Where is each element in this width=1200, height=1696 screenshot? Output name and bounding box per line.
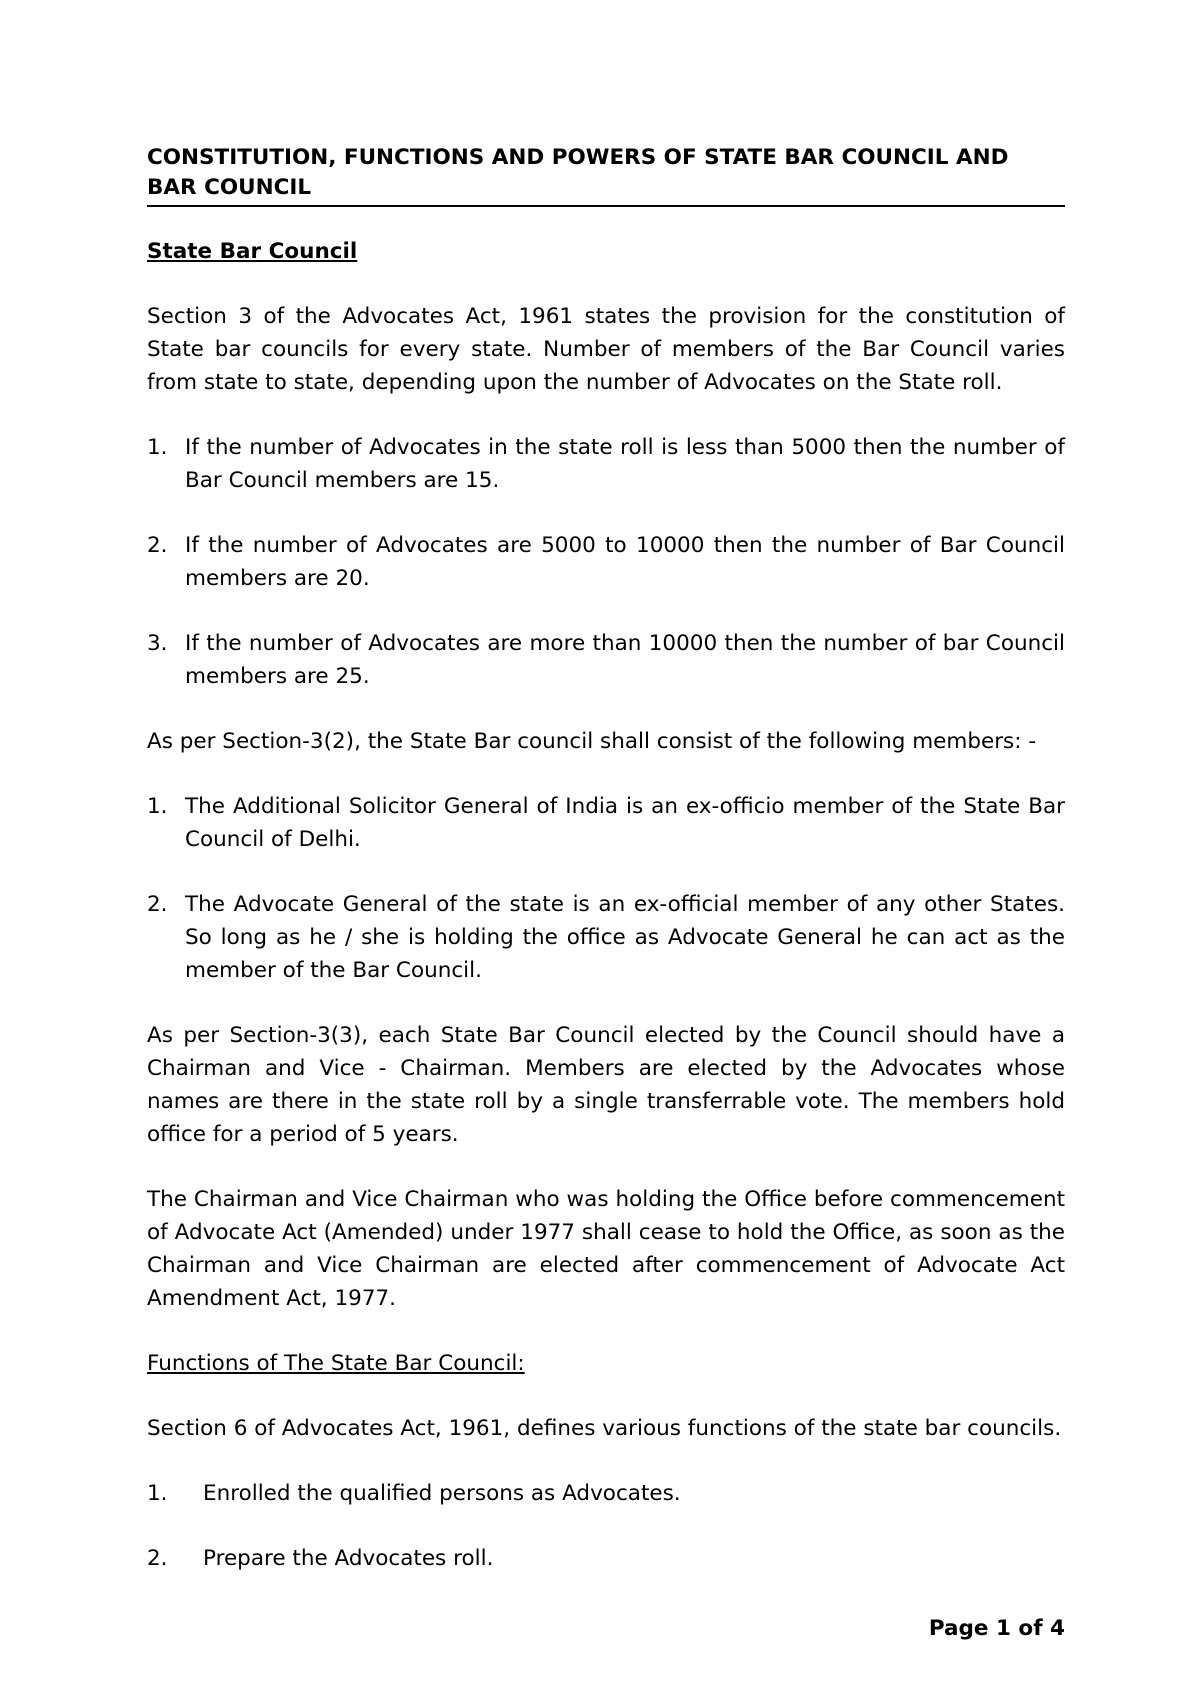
list-text: Prepare the Advocates roll.: [203, 1546, 494, 1571]
document-title: CONSTITUTION, FUNCTIONS AND POWERS OF STATE BAR COUNCIL AND BAR COUNCIL: [147, 143, 1065, 207]
page-number: Page 1 of 4: [928, 1616, 1065, 1641]
functions-list: [147, 1477, 1065, 1575]
list-number: 2.: [147, 533, 168, 558]
list-number: 3.: [147, 631, 168, 656]
ex-officio-list: [147, 790, 1065, 987]
members-count-list: [147, 431, 1065, 693]
list-text: The Advocate General of the state is an ex-official member of any other States. So long as he / she is holding the office as Advocate General he can act as the member of the Bar Council.: [185, 892, 1065, 983]
list-number: 1.: [147, 1481, 168, 1506]
list-item: [147, 1477, 1065, 1510]
paragraph-chairman: The Chairman and Vice Chairman who was holding the Office before commencement of Advocate Act (Amended) under 1977 shall cease to hold the Office, as soon as the Chairman and Vice Chairman are elected after commencement of Advocate Act Amendment Act, 1977.: [147, 1187, 1065, 1311]
list-text: If the number of Advocates in the state roll is less than 5000 then the number of Bar Council members are 15.: [185, 435, 1065, 493]
section-heading-functions: Functions of The State Bar Council:: [147, 1351, 525, 1376]
list-number: 2.: [147, 1546, 168, 1571]
list-number: 1.: [147, 794, 168, 819]
document-body: [147, 143, 1065, 1575]
paragraph-section-6: Section 6 of Advocates Act, 1961, defines various functions of the state bar councils.: [147, 1416, 1062, 1441]
paragraph-section-3-2: As per Section-3(2), the State Bar council shall consist of the following members: -: [147, 729, 1037, 754]
list-text: The Additional Solicitor General of India is an ex-officio member of the State Bar Council of Delhi.: [185, 794, 1065, 852]
section-heading-state-bar-council: State Bar Council: [147, 239, 358, 264]
list-item: [147, 627, 1065, 693]
list-number: 2.: [147, 892, 168, 917]
list-text: If the number of Advocates are 5000 to 10000 then the number of Bar Council members are 20.: [185, 533, 1065, 591]
list-item: [147, 1542, 1065, 1575]
list-item: [147, 431, 1065, 497]
paragraph-section-3: Section 3 of the Advocates Act, 1961 states the provision for the constitution of State bar councils for every state. Number of members of the Bar Council varies from state to state, depending upon the number of Advocates on the State roll.: [147, 304, 1065, 395]
list-text: If the number of Advocates are more than 10000 then the number of bar Council members are 25.: [185, 631, 1065, 689]
list-item: [147, 888, 1065, 987]
paragraph-section-3-3: As per Section-3(3), each State Bar Council elected by the Council should have a Chairman and Vice - Chairman. Members are elected by the Advocates whose names are there in the state roll by a single transferrable vote. The members hold office for a period of 5 years.: [147, 1023, 1065, 1147]
list-number: 1.: [147, 435, 168, 460]
list-item: [147, 790, 1065, 856]
list-text: Enrolled the qualified persons as Advocates.: [203, 1481, 681, 1506]
list-item: [147, 529, 1065, 595]
